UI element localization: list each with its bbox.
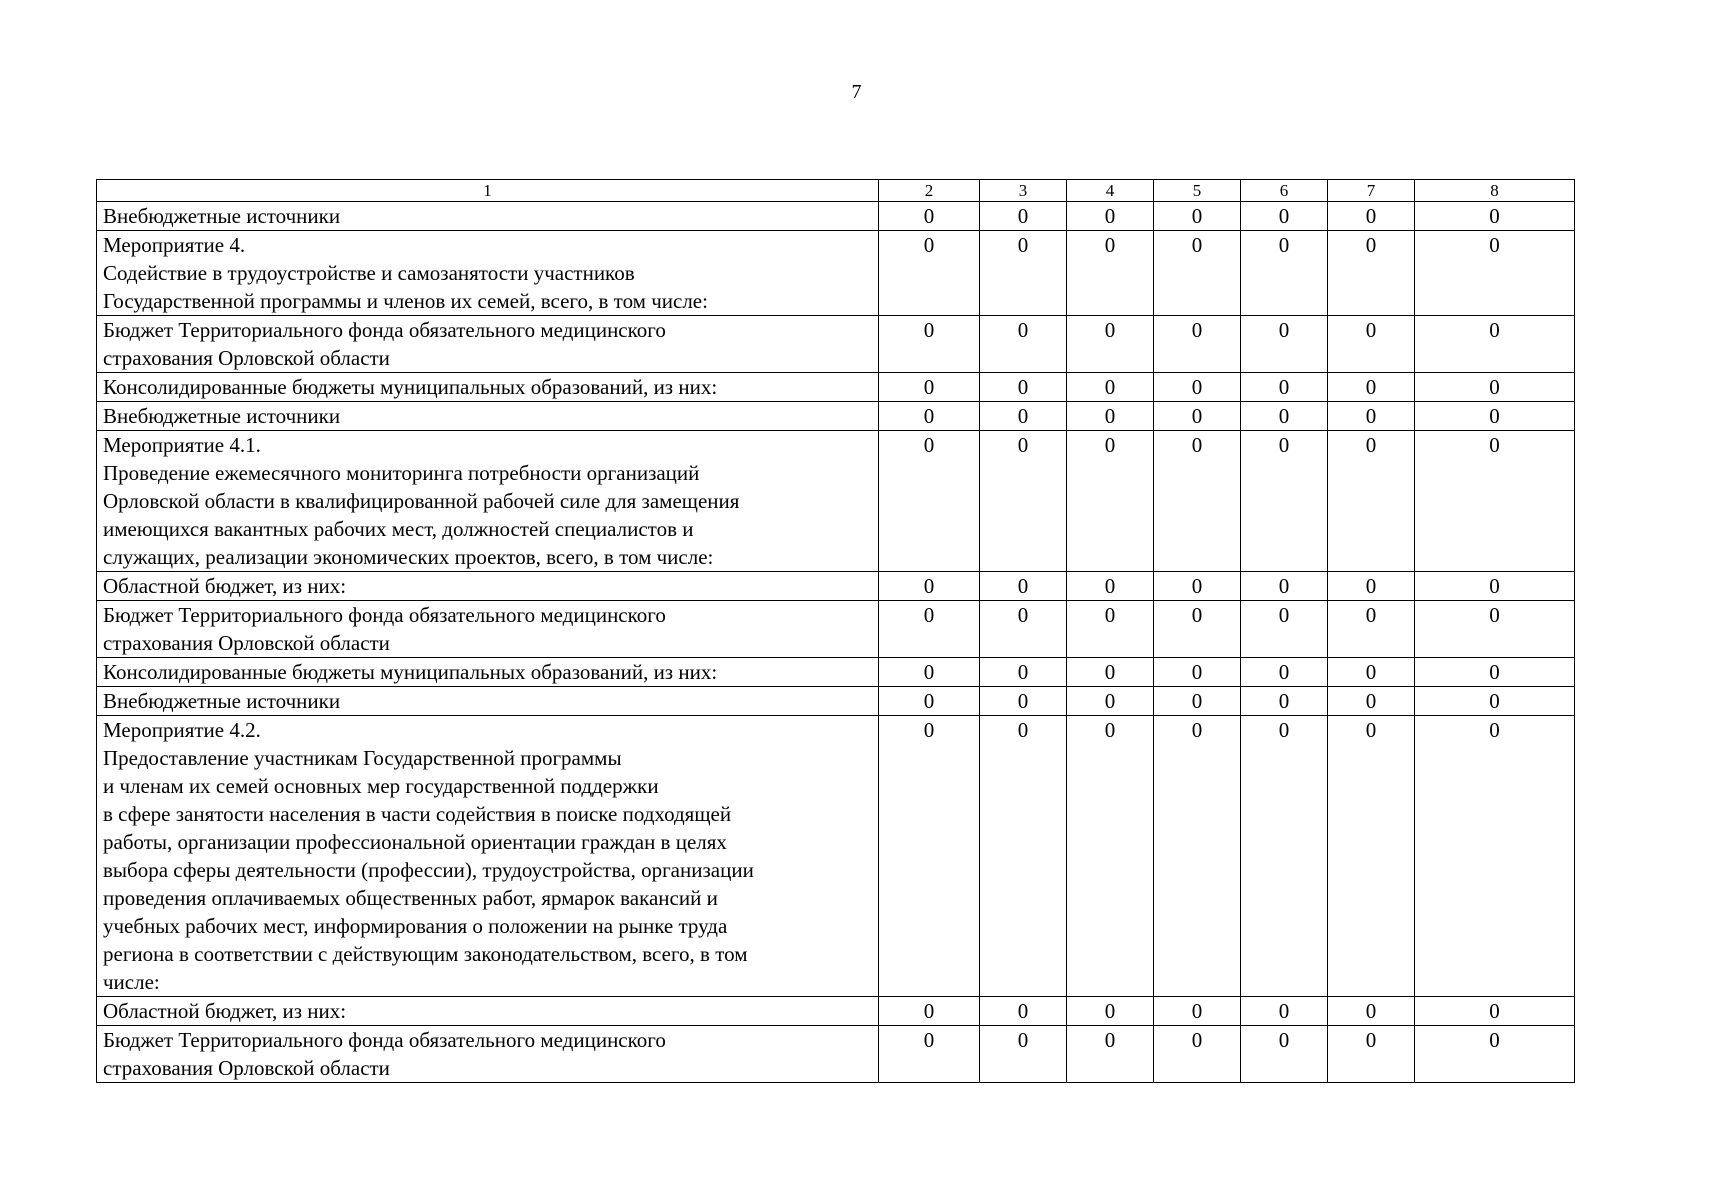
row-label-line: Внебюджетные источники — [103, 204, 341, 228]
row-label-line: числе: — [103, 970, 160, 994]
value-cell: 0 — [1241, 601, 1328, 658]
value-cell: 0 — [1067, 202, 1154, 231]
value-cell: 0 — [879, 716, 980, 997]
value-cell: 0 — [980, 231, 1067, 316]
row-label-line: страхования Орловской области — [103, 346, 390, 370]
value-cell: 0 — [1415, 997, 1575, 1026]
row-label-cell — [97, 716, 879, 997]
value-cell: 0 — [980, 716, 1067, 997]
value-cell: 0 — [879, 431, 980, 572]
value-cell: 0 — [980, 572, 1067, 601]
value-cell: 0 — [879, 687, 980, 716]
row-label-line: региона в соответствии с действующим законодательством, всего, в том — [103, 942, 748, 966]
value-cell: 0 — [1154, 1026, 1241, 1083]
column-number: 8 — [1415, 180, 1575, 202]
table-row — [97, 572, 1575, 601]
value-cell: 0 — [1241, 231, 1328, 316]
value-cell: 0 — [879, 373, 980, 402]
value-cell: 0 — [1154, 997, 1241, 1026]
value-cell: 0 — [1328, 202, 1415, 231]
value-cell: 0 — [1067, 601, 1154, 658]
value-cell: 0 — [1241, 402, 1328, 431]
row-label-cell — [97, 373, 879, 402]
column-number: 5 — [1154, 180, 1241, 202]
column-number: 3 — [980, 180, 1067, 202]
value-cell: 0 — [1154, 373, 1241, 402]
value-cell: 0 — [1154, 716, 1241, 997]
row-label-line: Бюджет Территориального фонда обязательного медицинского — [103, 1028, 666, 1052]
row-label-line: страхования Орловской области — [103, 1056, 390, 1080]
value-cell: 0 — [1067, 402, 1154, 431]
value-cell: 0 — [1067, 572, 1154, 601]
value-cell: 0 — [879, 572, 980, 601]
value-cell: 0 — [1415, 202, 1575, 231]
value-cell: 0 — [1241, 716, 1328, 997]
value-cell: 0 — [1415, 601, 1575, 658]
value-cell: 0 — [1154, 601, 1241, 658]
row-label-cell — [97, 572, 879, 601]
row-label-line: Внебюджетные источники — [103, 689, 341, 713]
value-cell: 0 — [1328, 231, 1415, 316]
row-label-line: служащих, реализации экономических проектов, всего, в том числе: — [103, 545, 714, 569]
value-cell: 0 — [1415, 402, 1575, 431]
value-cell: 0 — [1328, 601, 1415, 658]
row-label-cell — [97, 431, 879, 572]
row-label-line: страхования Орловской области — [103, 631, 390, 655]
value-cell: 0 — [1328, 431, 1415, 572]
value-cell: 0 — [1241, 316, 1328, 373]
value-cell: 0 — [1067, 687, 1154, 716]
row-label-cell — [97, 997, 879, 1026]
value-cell: 0 — [1154, 431, 1241, 572]
row-label-line: работы, организации профессиональной ориентации граждан в целях — [103, 830, 727, 854]
value-cell: 0 — [980, 997, 1067, 1026]
value-cell: 0 — [1328, 373, 1415, 402]
table-row — [97, 202, 1575, 231]
table-row — [97, 402, 1575, 431]
table-row — [97, 316, 1575, 373]
value-cell: 0 — [1328, 316, 1415, 373]
table-row — [97, 431, 1575, 572]
value-cell: 0 — [1067, 658, 1154, 687]
value-cell: 0 — [980, 373, 1067, 402]
value-cell: 0 — [980, 1026, 1067, 1083]
row-label-line: Содействие в трудоустройстве и самозанятости участников — [103, 261, 635, 285]
row-label-cell — [97, 316, 879, 373]
value-cell: 0 — [1067, 716, 1154, 997]
column-number: 6 — [1241, 180, 1328, 202]
value-cell: 0 — [879, 1026, 980, 1083]
row-label-line: Бюджет Территориального фонда обязательного медицинского — [103, 603, 666, 627]
row-label-cell — [97, 202, 879, 231]
row-label-line: Проведение ежемесячного мониторинга потребности организаций — [103, 461, 700, 485]
row-label-line: выбора сферы деятельности (профессии), трудоустройства, организации — [103, 858, 754, 882]
table-row — [97, 231, 1575, 316]
value-cell: 0 — [1415, 373, 1575, 402]
value-cell: 0 — [879, 997, 980, 1026]
value-cell: 0 — [1154, 687, 1241, 716]
page-number: 7 — [851, 81, 862, 103]
row-label-cell — [97, 601, 879, 658]
value-cell: 0 — [1328, 1026, 1415, 1083]
row-label-line: имеющихся вакантных рабочих мест, должностей специалистов и — [103, 517, 694, 541]
value-cell: 0 — [980, 402, 1067, 431]
value-cell: 0 — [1328, 402, 1415, 431]
row-label-cell — [97, 658, 879, 687]
value-cell: 0 — [980, 658, 1067, 687]
column-number: 2 — [879, 180, 980, 202]
value-cell: 0 — [980, 316, 1067, 373]
column-number: 4 — [1067, 180, 1154, 202]
row-label-line: Предоставление участникам Государственной программы — [103, 746, 622, 770]
row-label-cell — [97, 1026, 879, 1083]
row-label-line: Орловской области в квалифицированной рабочей силе для замещения — [103, 489, 740, 513]
value-cell: 0 — [1415, 658, 1575, 687]
value-cell: 0 — [1415, 316, 1575, 373]
value-cell: 0 — [1067, 231, 1154, 316]
value-cell: 0 — [1241, 572, 1328, 601]
value-cell: 0 — [980, 202, 1067, 231]
value-cell: 0 — [1154, 231, 1241, 316]
row-label-line: Мероприятие 4.1. — [103, 433, 261, 457]
value-cell: 0 — [1241, 431, 1328, 572]
table-row — [97, 716, 1575, 997]
table-row — [97, 601, 1575, 658]
row-label-line: Государственной программы и членов их семей, всего, в том числе: — [103, 289, 708, 313]
value-cell: 0 — [1154, 316, 1241, 373]
row-label-line: и членам их семей основных мер государственной поддержки — [103, 774, 659, 798]
row-label-line: Консолидированные бюджеты муниципальных образований, из них: — [103, 375, 718, 399]
value-cell: 0 — [1328, 716, 1415, 997]
value-cell: 0 — [1415, 431, 1575, 572]
column-number-row — [97, 180, 1575, 202]
value-cell: 0 — [879, 202, 980, 231]
value-cell: 0 — [1241, 373, 1328, 402]
row-label-line: Мероприятие 4. — [103, 233, 246, 257]
value-cell: 0 — [879, 402, 980, 431]
value-cell: 0 — [879, 231, 980, 316]
value-cell: 0 — [1241, 658, 1328, 687]
table-row — [97, 658, 1575, 687]
budget-table — [96, 179, 1575, 1083]
value-cell: 0 — [879, 658, 980, 687]
value-cell: 0 — [1067, 431, 1154, 572]
value-cell: 0 — [980, 431, 1067, 572]
value-cell: 0 — [1415, 716, 1575, 997]
row-label-line: Областной бюджет, из них: — [103, 999, 347, 1023]
value-cell: 0 — [1415, 1026, 1575, 1083]
row-label-cell — [97, 687, 879, 716]
value-cell: 0 — [1328, 997, 1415, 1026]
table-row — [97, 997, 1575, 1026]
table-row — [97, 1026, 1575, 1083]
value-cell: 0 — [1328, 658, 1415, 687]
value-cell: 0 — [1328, 572, 1415, 601]
value-cell: 0 — [1154, 202, 1241, 231]
table-row — [97, 687, 1575, 716]
value-cell: 0 — [1415, 231, 1575, 316]
row-label-cell — [97, 402, 879, 431]
value-cell: 0 — [980, 601, 1067, 658]
value-cell: 0 — [1241, 687, 1328, 716]
table-body — [97, 202, 1575, 1083]
value-cell: 0 — [1067, 997, 1154, 1026]
value-cell: 0 — [1154, 658, 1241, 687]
value-cell: 0 — [1067, 373, 1154, 402]
value-cell: 0 — [1241, 202, 1328, 231]
row-label-line: Бюджет Территориального фонда обязательного медицинского — [103, 318, 666, 342]
value-cell: 0 — [1154, 402, 1241, 431]
value-cell: 0 — [1067, 1026, 1154, 1083]
value-cell: 0 — [980, 687, 1067, 716]
row-label-line: Внебюджетные источники — [103, 404, 341, 428]
value-cell: 0 — [1241, 1026, 1328, 1083]
value-cell: 0 — [1415, 687, 1575, 716]
row-label-cell — [97, 231, 879, 316]
row-label-line: Мероприятие 4.2. — [103, 718, 261, 742]
row-label-line: Областной бюджет, из них: — [103, 574, 347, 598]
value-cell: 0 — [1067, 316, 1154, 373]
value-cell: 0 — [879, 316, 980, 373]
row-label-line: Консолидированные бюджеты муниципальных образований, из них: — [103, 660, 718, 684]
value-cell: 0 — [1415, 572, 1575, 601]
row-label-line: учебных рабочих мест, информирования о положении на рынке труда — [103, 914, 728, 938]
column-number: 7 — [1328, 180, 1415, 202]
value-cell: 0 — [1154, 572, 1241, 601]
column-number: 1 — [97, 180, 879, 202]
value-cell: 0 — [1241, 997, 1328, 1026]
value-cell: 0 — [879, 601, 980, 658]
row-label-line: проведения оплачиваемых общественных работ, ярмарок вакансий и — [103, 886, 718, 910]
value-cell: 0 — [1328, 687, 1415, 716]
row-label-line: в сфере занятости населения в части содействия в поиске подходящей — [103, 802, 732, 826]
table-row — [97, 373, 1575, 402]
